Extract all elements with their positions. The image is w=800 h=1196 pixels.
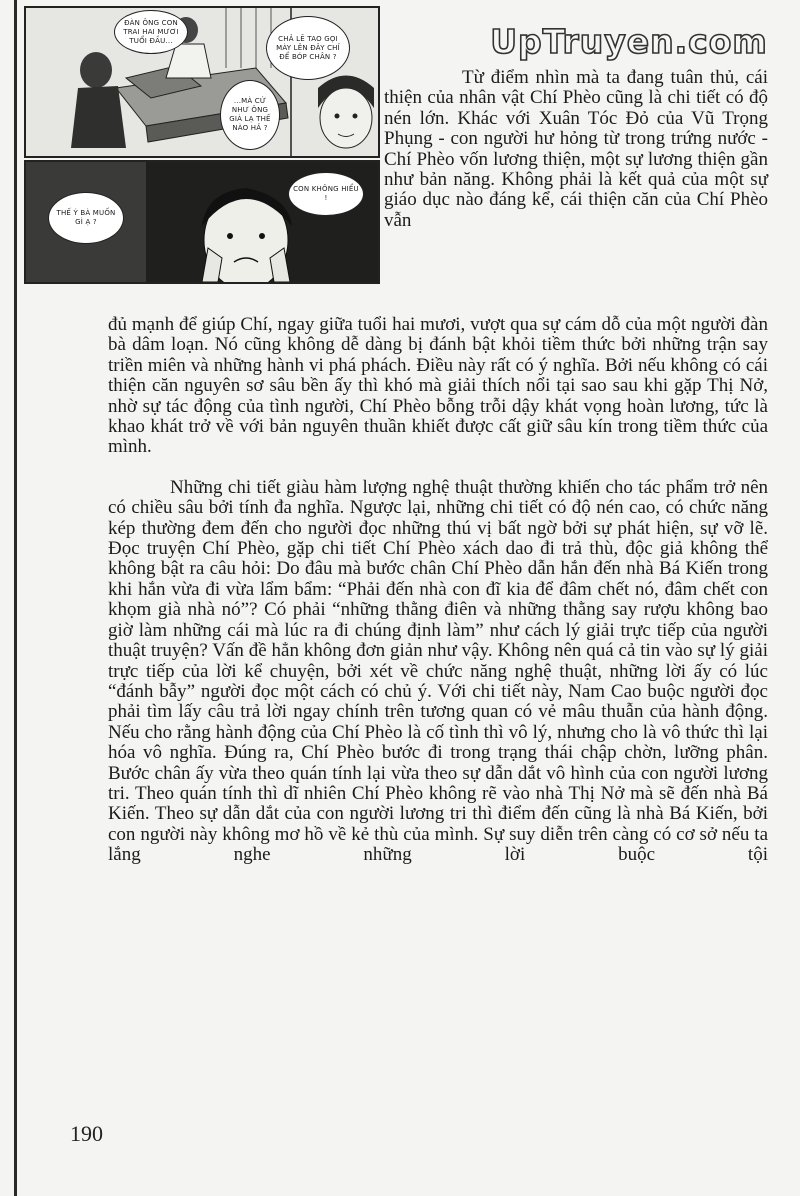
speech-bubble bbox=[220, 80, 280, 150]
page-number: 190 bbox=[70, 1121, 103, 1146]
speech-bubble bbox=[266, 16, 350, 80]
page-spine-edge bbox=[14, 0, 17, 1196]
speech-bubble bbox=[48, 192, 124, 244]
paragraph-gap bbox=[108, 458, 768, 478]
comic-panel-bottom bbox=[24, 160, 380, 284]
paragraph-2: Những chi tiết giàu hàm lượng nghệ thuật thường khiến cho tác phẩm trở nên có chiều sâu bởi tính đa nghĩa. Ngược lại, những chi tiết có độ nén cao, có chức năng kép thường đem đến cho người đọc những thú vị bất ngờ bởi sự phát hiện, sự vỡ lẽ. Đọc truyện Chí Phèo, gặp chi tiết Chí Phèo xách dao đi trả thù, độc giả không thể không bật ra câu hỏi: Do đâu mà bước chân Chí Phèo dẫn hắn đến nhà Bá Kiến trong khi hắn vừa đi vừa lẩm bẩm: “Phải đến nhà con đĩ kia để đâm chết nó, đâm chết con khọm già nhà nó”? Có phải “những thằng điên và những thằng say rượu không bao giờ làm những cái mà lúc ra đi chúng định làm” như cách lý giải trực tiếp của người thuật truyện? Vấn đề hẳn không đơn giản như vậy. Không nên quá cả tin vào sự lý giải trực tiếp của lời kể chuyện, bởi xét về chức năng nghệ thuật, những lời ấy có lúc “đánh bẫy” người đọc một cách có chủ ý. Với chi tiết này, Nam Cao buộc người đọc phải tìm lấy câu trả lời ngay chính trên tương quan có vẻ mâu thuẫn của hành động. Nếu cho rằng hành động của Chí Phèo là cố tình thì vô lý, nhưng cho là vô thức thì lại hóa vô nghĩa. Đúng ra, Chí Phèo bước đi trong trạng thái chập chờn, lưỡng phân. Bước chân ấy vừa theo quán tính lại vừa theo sự dẫn dắt vô hình của con người lương tri. Theo quán tính thì dĩ nhiên Chí Phèo không rẽ vào nhà Thị Nở mà sẽ đến nhà Bá Kiến. Theo sự dẫn dắt của con người lương tri thì điểm đến cũng là nhà Bá Kiến, bởi con người này không mơ hồ về kẻ thù của mình. Sự suy diễn trên càng có cơ sở nếu ta lắng nghe những lời buộc tội bbox=[108, 476, 768, 866]
paragraph-1-continuation: đủ mạnh để giúp Chí, ngay giữa tuổi hai mươi, vượt qua sự cám dỗ của một người đàn bà dâm loạn. Nó cũng không dễ dàng bị đánh bật khỏi tiềm thức bởi những trận say triền miên và những hành vi phá phách. Điều này rất có ý nghĩa. Bởi nếu không có cái thiện căn nguyên sơ sâu bền ấy thì khó mà giải thích nổi tại sao sau khi gặp Thị Nở, nhờ sự tác động của tình người, Chí Phèo bỗng trỗi dậy khát vọng hoàn lương, tức là khao khát trở về với bản nguyên thuần khiết được cất giữ sâu kín trong tiềm thức của mình. bbox=[108, 314, 768, 458]
speech-bubble bbox=[288, 172, 364, 216]
speech-text: CON KHÔNG HIỂU ! bbox=[293, 185, 359, 202]
speech-text: ĐÀN ÔNG CON TRAI HAI MƯƠI TUỔI ĐẦU... bbox=[123, 18, 179, 45]
speech-bubble bbox=[114, 10, 188, 54]
comic-panel-top bbox=[24, 6, 380, 158]
body-text-full-width bbox=[108, 315, 768, 866]
body-text-right-column bbox=[384, 68, 768, 231]
speech-text: THẾ Ý BÀ MUỐN GÌ Ạ ? bbox=[56, 209, 116, 226]
site-watermark: UpTruyen.com bbox=[490, 22, 768, 61]
speech-text: CHẢ LẼ TAO GỌI MÀY LÊN ĐÂY CHỈ ĐỂ BÓP CHÂN ? bbox=[276, 34, 340, 61]
paragraph-1-start: Từ điểm nhìn mà ta đang tuân thủ, cái thiện của nhân vật Chí Phèo cũng là chi tiết có độ nén lớn. Khác với Xuân Tóc Đỏ của Vũ Trọng Phụng - con người hư hỏng từ trong trứng nước - Chí Phèo vốn lương thiện, một sự lương thiện gần như bản năng. Không phải là kết quả của một sự giáo dục nào đáng kể, cái thiện căn của Chí Phèo vẫn bbox=[384, 67, 768, 231]
speech-text: ...MÀ CỨ NHƯ ÔNG GIÀ LẠ THẾ NÀO HẢ ? bbox=[229, 97, 271, 132]
